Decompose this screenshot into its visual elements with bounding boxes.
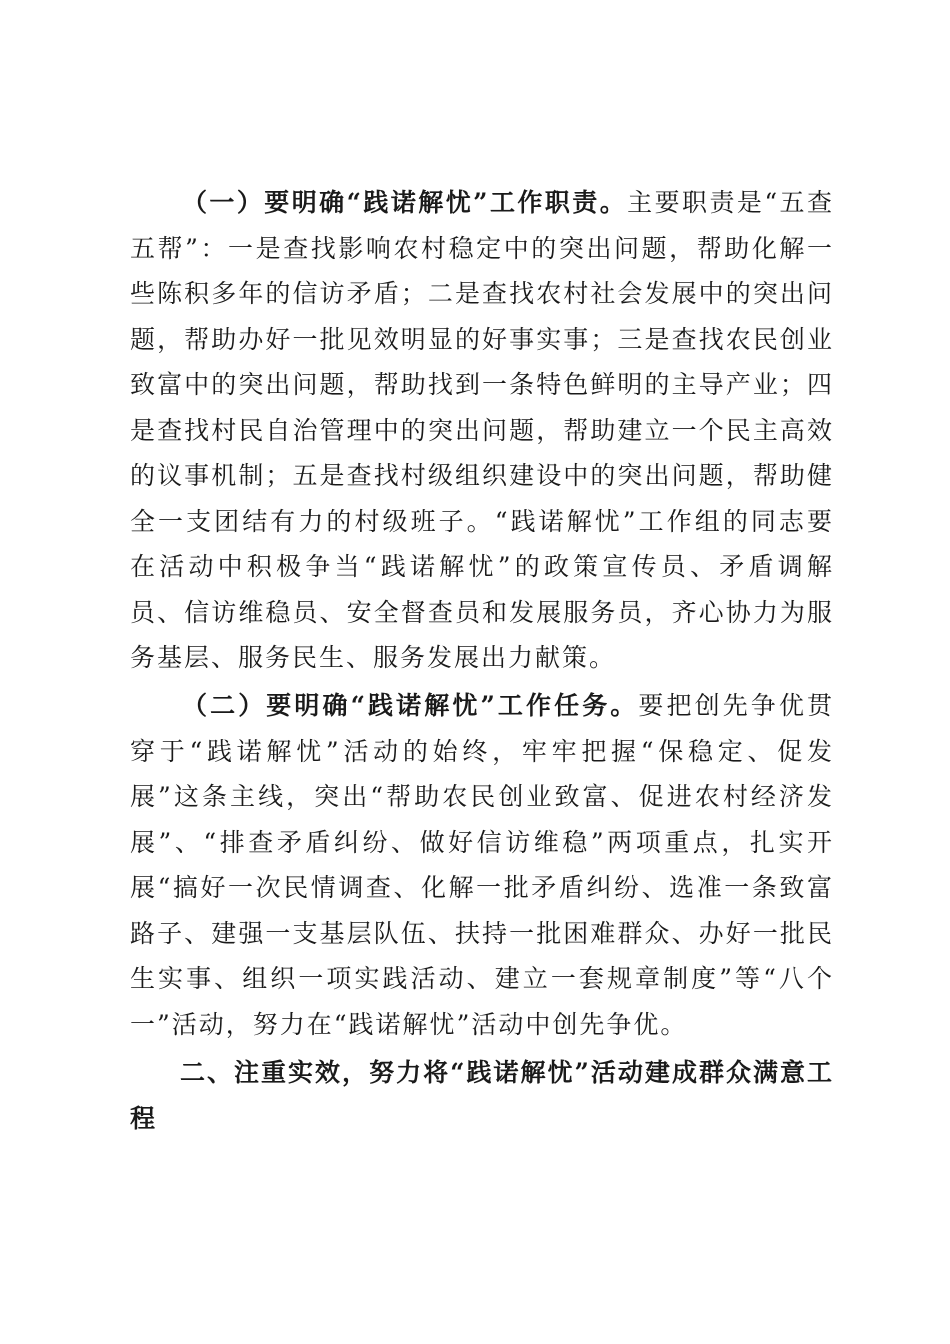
paragraph-body-text: 要把创先争优贯穿于“践诺解忧”活动的始终，牢牢把握“保稳定、促发展”这条主线，突出“帮助农民创业致富、促进农村经济发展”、“排查矛盾纠纷、做好信访维稳”两项重点，扎实开展“搞好一次民情调查、化解一批矛盾纠纷、选准一条致富路子、建强一支基层队伍、扶持一批困难群众、办好一批民生实事、组织一项实践活动、建立一套规章制度”等“八个一”活动，努力在“践诺解忧”活动中创先争优。 bbox=[130, 691, 834, 1039]
paragraph-lead-heading: （二）要明确“践诺解忧”工作任务。 bbox=[182, 691, 639, 720]
paragraph-duties bbox=[130, 180, 834, 681]
paragraph-body-text: 主要职责是“五查五帮”：一是查找影响农村稳定中的突出问题，帮助化解一些陈积多年的信访矛盾；二是查找农村社会发展中的突出问题，帮助办好一批见效明显的好事实事；三是查找农民创业致富中的突出问题，帮助找到一条特色鲜明的主导产业；四是查找村民自治管理中的突出问题，帮助建立一个民主高效的议事机制；五是查找村级组织建设中的突出问题，帮助健全一支团结有力的村级班子。“践诺解忧”工作组的同志要在活动中积极争当“践诺解忧”的政策宣传员、矛盾调解员、信访维稳员、安全督查员和发展服务员，齐心协力为服务基层、服务民生、服务发展出力献策。 bbox=[130, 188, 834, 672]
section-heading: 二、注重实效，努力将“践诺解忧”活动建成群众满意工程 bbox=[130, 1058, 834, 1133]
paragraph-lead-heading: （一）要明确“践诺解忧”工作职责。 bbox=[182, 188, 628, 217]
paragraph-tasks bbox=[130, 683, 834, 1047]
